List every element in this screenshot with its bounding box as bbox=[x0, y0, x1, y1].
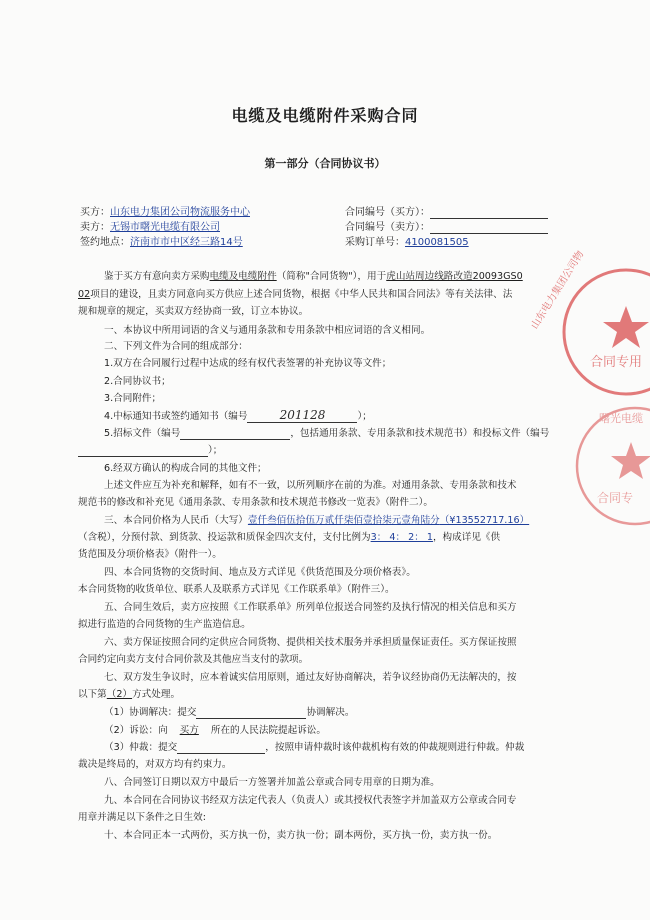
doc-item-4-end: ）； bbox=[357, 411, 372, 422]
contract-no-seller-row bbox=[345, 221, 548, 234]
clause-5-cont: 拟进行监造的合同货物的生产监造信息。 bbox=[78, 619, 251, 630]
doc-item-4-label: 4.中标通知书或签约通知书（编号 bbox=[104, 411, 248, 422]
buyer-seal-label: 合同专用 bbox=[590, 355, 643, 370]
place-label: 签约地点： bbox=[80, 237, 130, 248]
clause-9: 九、本合同在合同协议书经双方法定代表人（负责人）或其授权代表签字并加盖双方公章或合同专 bbox=[104, 795, 517, 806]
doc-item-5-label: 5.招标文件（编号 bbox=[104, 428, 181, 439]
seller-name: 无锡市曙光电缆有限公司 bbox=[110, 222, 220, 233]
clause-3-end: 货范围及分项价格表》（附件一）。 bbox=[78, 549, 222, 560]
preamble-line-1 bbox=[104, 270, 523, 283]
option-3-cont: 裁决是终局的，对双方均有约束力。 bbox=[78, 759, 232, 770]
price-label: 三、本合同价格为人民币（大写） bbox=[104, 515, 248, 526]
contract-no-seller-blank bbox=[430, 222, 548, 234]
buyer-seal-stamp bbox=[529, 249, 650, 402]
contract-no-buyer-row bbox=[345, 206, 548, 219]
mediator-blank bbox=[196, 707, 306, 719]
price-in-words: 壹仟叁佰伍拾伍万贰仟柒佰壹拾柒元壹角陆分 bbox=[247, 515, 440, 526]
clause-2: 二、下列文件为合同的组成部分： bbox=[104, 341, 248, 352]
arbitration-blank bbox=[177, 742, 265, 754]
doc-item-3: 3.合同附件； bbox=[104, 393, 162, 404]
option-3 bbox=[104, 741, 524, 754]
preamble-text-2: （简称"合同货物"），用于 bbox=[276, 271, 387, 282]
place-row bbox=[80, 236, 243, 249]
clause-7-cont bbox=[78, 688, 180, 701]
option-2-end: 所在的人民法院提起诉讼。 bbox=[210, 725, 326, 736]
preamble-line-3: 规和规章的规定，买卖双方经协商一致，订立本协议。 bbox=[78, 306, 309, 317]
buyer-seal-ring-text: 山东电力集团公司物 bbox=[529, 249, 587, 332]
option-1-label: （1）协调解决：提交 bbox=[104, 707, 197, 718]
clause-8: 八、合同签订日期以双方中最后一方签署并加盖公章或合同专用章的日期为准。 bbox=[104, 777, 440, 788]
doc-item-5-text: ，包括通用条款、专用条款和技术规范书）和投标文件（编号 bbox=[290, 428, 550, 439]
preamble-line-2 bbox=[78, 288, 512, 301]
price-in-figures: （¥13552717.16） bbox=[439, 515, 530, 526]
doc-item-5-cont bbox=[78, 444, 222, 457]
doc-item-6: 6.经双方确认的构成合同的其他文件； bbox=[104, 463, 267, 474]
option-3-label: （3）仲裁：提交 bbox=[104, 742, 178, 753]
clause-3-cont bbox=[78, 531, 500, 544]
clause-9-cont: 用章并满足以下条件之日生效: bbox=[78, 812, 206, 823]
clause-6-cont: 合同约定向卖方支付合同价款及其他应当支付的款项。 bbox=[78, 654, 309, 665]
precedence-line-1: 上述文件应互为补充和解释，如有不一致，以所列顺序在前的为准。对通用条款、专用条款和技术 bbox=[104, 480, 517, 491]
seller-seal-stamp bbox=[555, 400, 650, 535]
clause-6: 六、卖方保证按照合同约定供应合同货物、提供相关技术服务并承担质量保证责任。买方保证按照 bbox=[104, 637, 517, 648]
clause-1: 一、本协议中所用词语的含义与通用条款和专用条款中相应词语的含义相同。 bbox=[104, 325, 431, 336]
order-no-row bbox=[345, 236, 469, 249]
clause-7-text: 以下第 bbox=[78, 689, 107, 700]
option-1-end: 协调解决。 bbox=[306, 707, 355, 718]
doc-item-4 bbox=[104, 409, 372, 423]
doc-item-5-end: ）； bbox=[208, 445, 223, 456]
buyer-label: 买方： bbox=[80, 207, 110, 218]
contract-no-buyer-label: 合同编号（买方）： bbox=[345, 207, 430, 218]
clause-10: 十、本合同正本一式两份，买方执一份，卖方执一份；副本两份，买方执一份，卖方执一份。 bbox=[104, 830, 498, 841]
document-title: 电缆及电缆附件采购合同 bbox=[231, 106, 419, 125]
doc-item-5 bbox=[104, 427, 549, 440]
preamble-text: 鉴于买方有意向卖方采购 bbox=[104, 271, 210, 282]
doc-item-1: 1.双方在合同履行过程中达成的经有权代表签署的补充协议等文件； bbox=[104, 358, 392, 369]
seller-label: 卖方： bbox=[80, 222, 110, 233]
seller-row bbox=[80, 221, 220, 234]
order-no-value: 4100081505 bbox=[405, 237, 469, 248]
payment-text-2: ，构成详见《供 bbox=[432, 532, 501, 543]
option-2-label: （2）诉讼：向 bbox=[104, 725, 168, 736]
place-value: 济南市市中区经三路14号 bbox=[130, 237, 243, 248]
project-name: 虎山站周边线路改造20093GS0 bbox=[386, 271, 523, 282]
clause-7: 七、双方发生争议时，应本着诚实信用原则，通过友好协商解决，若争议经协商仍无法解决的，按 bbox=[104, 672, 517, 683]
payment-ratio: 3： 4： 2： 1 bbox=[370, 532, 433, 543]
court-party: 买方 bbox=[179, 725, 199, 736]
document-subtitle: 第一部分（合同协议书） bbox=[264, 157, 386, 170]
dispute-option: （2） bbox=[106, 689, 133, 700]
preamble-text-3: 项目的建设，且卖方同意向买方供应上述合同货物，根据《中华人民共和国合同法》等有关法律、法 bbox=[90, 289, 513, 300]
option-3-text: ，按照申请仲裁时该仲裁机构有效的仲裁规则进行仲裁。仲裁 bbox=[265, 742, 525, 753]
clause-4: 四、本合同货物的交货时间、地点及方式详见《供货范围及分项价格表》。 bbox=[104, 567, 416, 578]
contract-no-buyer-blank bbox=[430, 207, 548, 219]
clause-3 bbox=[104, 514, 529, 527]
order-no-label: 采购订单号： bbox=[345, 237, 405, 248]
project-name-end: 02 bbox=[78, 289, 91, 300]
seller-seal-label: 合同专 bbox=[597, 491, 634, 505]
payment-text: （含税），分预付款、到货款、投运款和质保金四次支付，支付比例为 bbox=[78, 532, 371, 543]
buyer-row bbox=[80, 206, 250, 219]
buyer-name: 山东电力集团公司物流服务中心 bbox=[110, 207, 250, 218]
precedence-line-2: 规范书的修改和补充见《通用条款、专用条款和技术规范书修改一览表》（附件二）。 bbox=[78, 497, 433, 508]
seller-seal-ring-text: 曙光电缆 bbox=[599, 412, 643, 425]
notice-number-handwritten: 201128 bbox=[247, 409, 357, 423]
goods-name: 电缆及电缆附件 bbox=[209, 271, 277, 282]
option-2 bbox=[104, 724, 326, 737]
clause-5: 五、合同生效后，卖方应按照《工作联系单》所列单位报送合同签约及执行情况的相关信息和买方 bbox=[104, 602, 517, 613]
contract-no-seller-label: 合同编号（卖方）： bbox=[345, 222, 430, 233]
clause-7-text-2: 方式处理。 bbox=[132, 689, 181, 700]
doc-item-2: 2.合同协议书； bbox=[104, 376, 171, 387]
option-1 bbox=[104, 706, 354, 719]
tender-number-blank bbox=[180, 428, 290, 440]
bid-number-blank bbox=[78, 445, 208, 457]
clause-4-cont: 本合同货物的收货单位、联系人及联系方式详见《工作联系单》（附件三）。 bbox=[78, 584, 395, 595]
